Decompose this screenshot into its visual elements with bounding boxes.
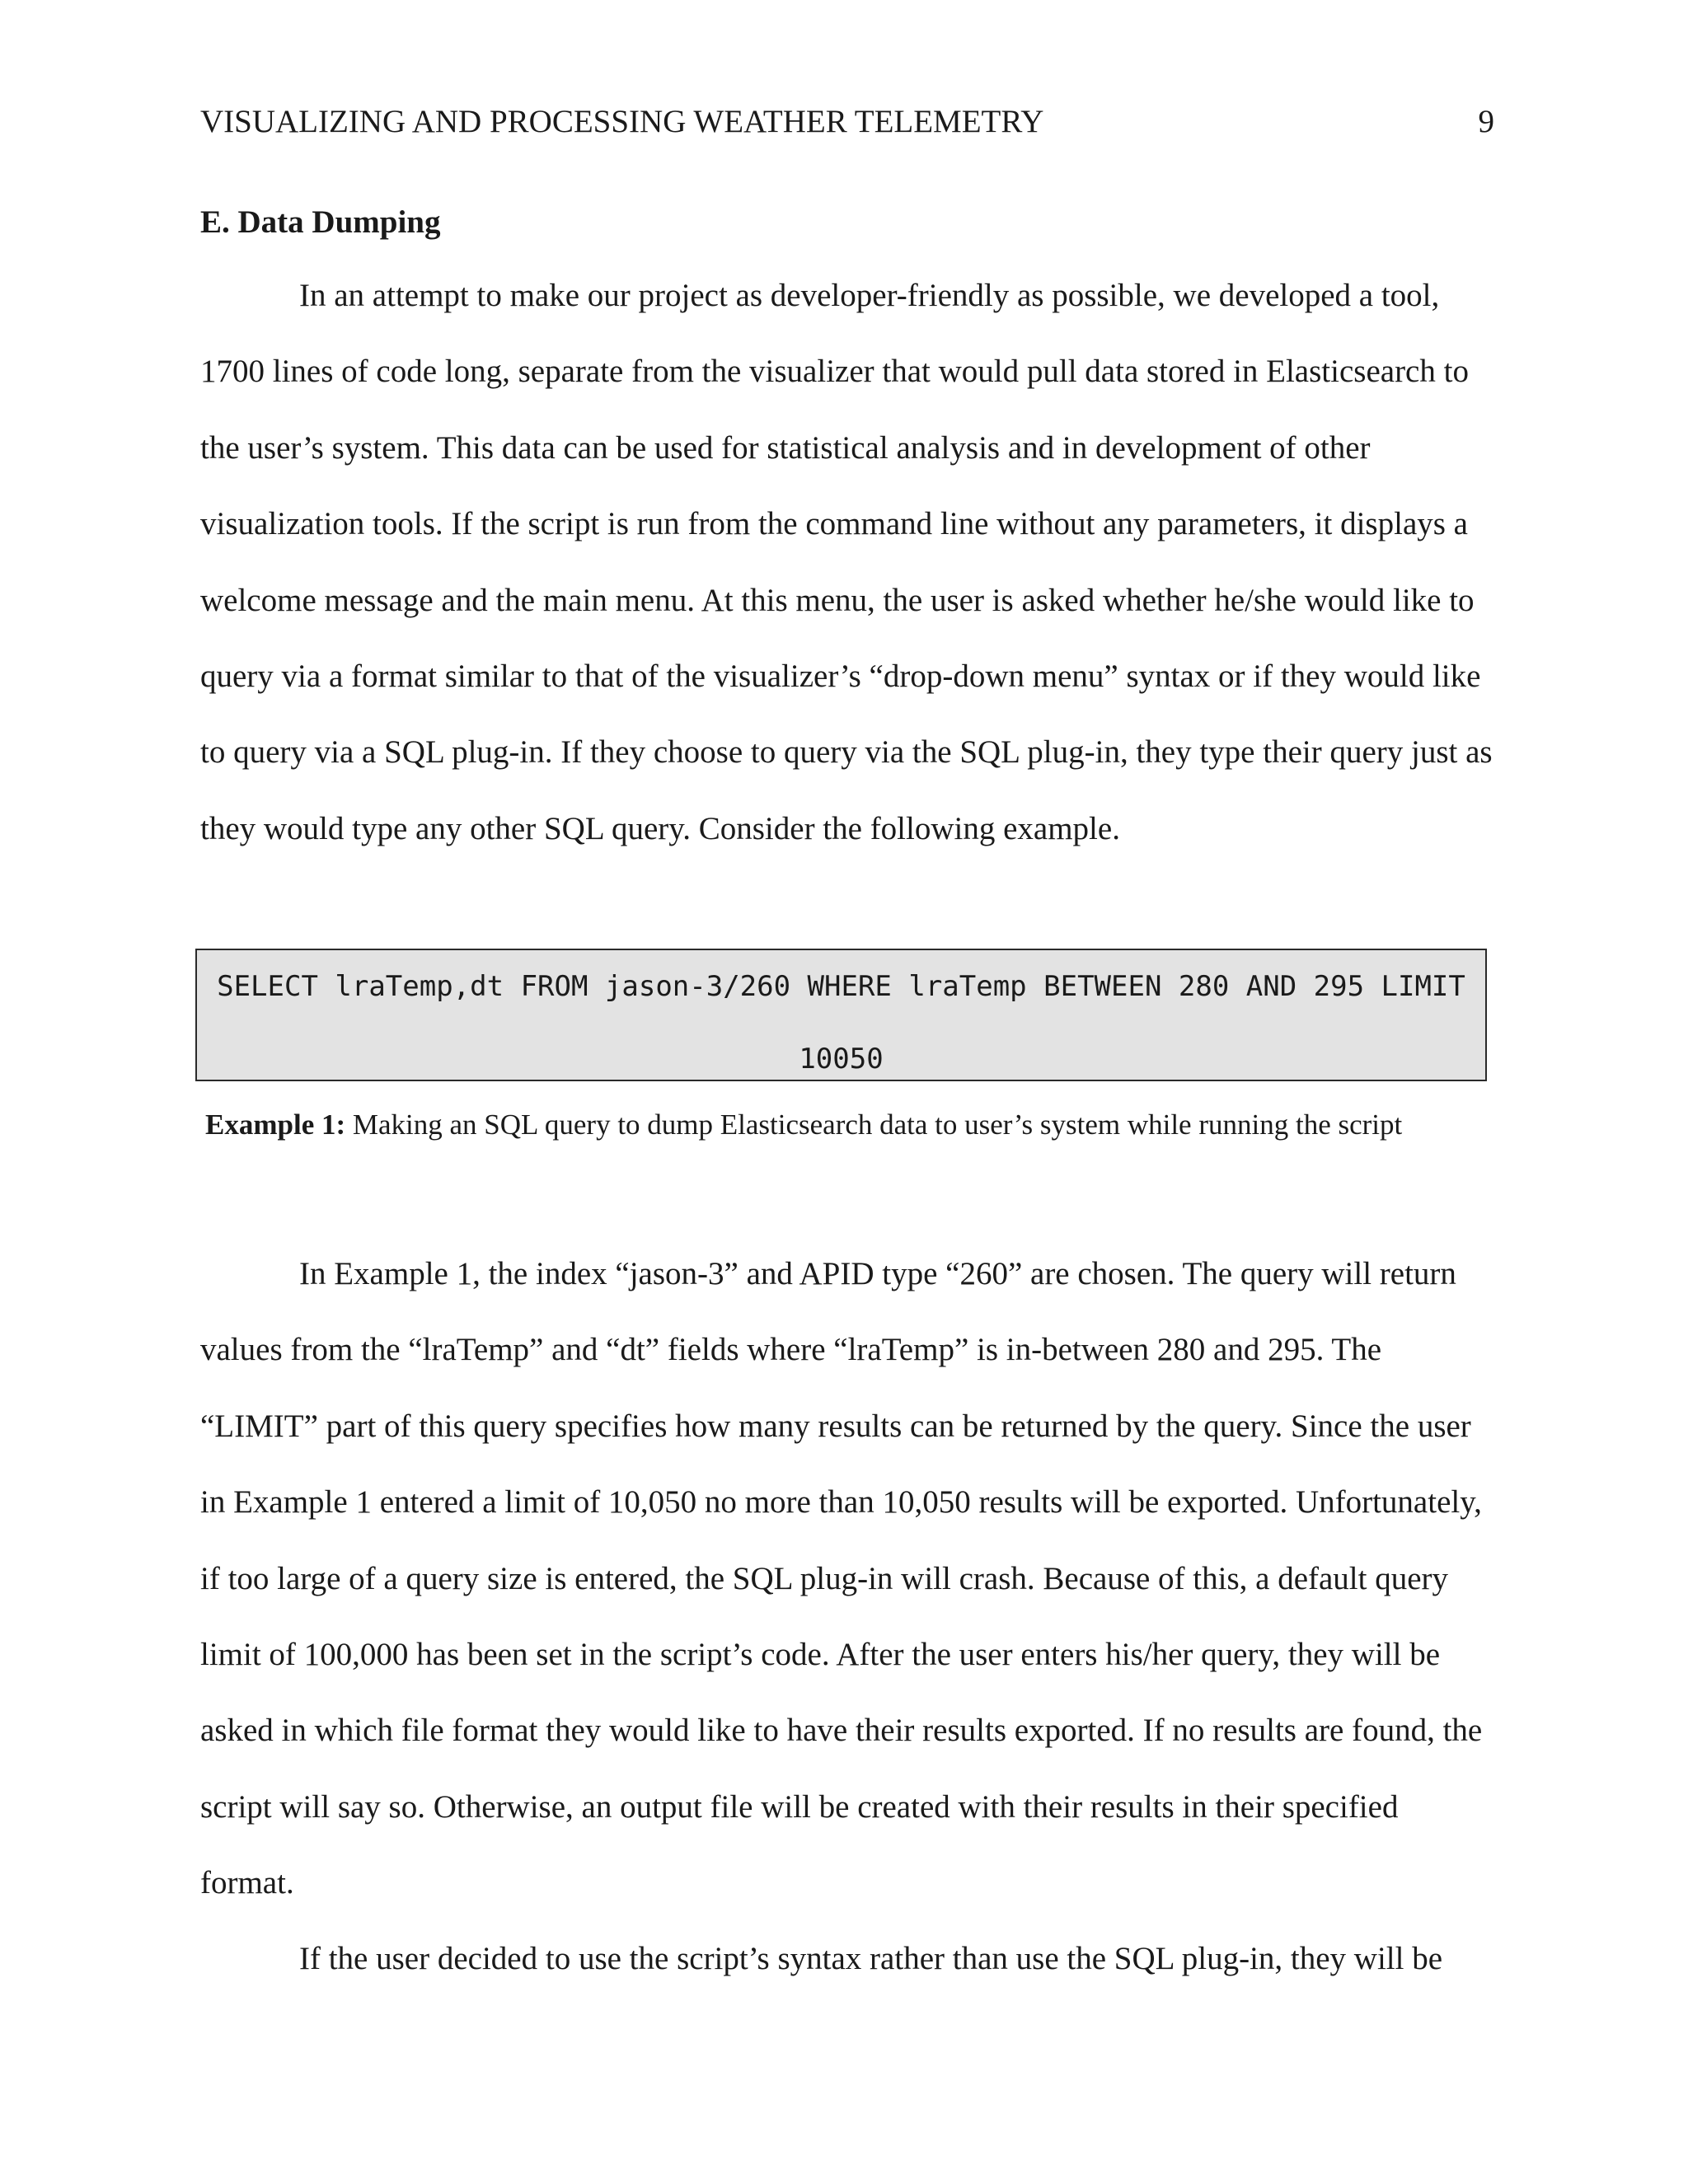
section-heading: E. Data Dumping bbox=[200, 204, 441, 240]
running-title: VISUALIZING AND PROCESSING WEATHER TELEMETRY bbox=[200, 104, 1044, 139]
running-head bbox=[200, 97, 1494, 147]
example-caption-text: Making an SQL query to dump Elasticsearch data to user’s system while running the script bbox=[345, 1108, 1403, 1141]
body-paragraph-explanation: In Example 1, the index “jason-3” and APID type “260” are chosen. The query will return values from the “lraTemp” and “dt” fields where “lraTemp” is in-between 280 and 295. The “LIMIT” part of this query specifies how many results can be returned by the query. Since the user in Example 1 entered a limit of 10,050 no more than 10,050 results will be exported. Unfortunately, if too large of a query size is entered, the SQL plug-in will crash. Because of this, a default query limit of 100,000 has been set in the script’s code. After the user enters his/her query, they will be asked in which file format they would like to have their results exported. If no results are found, the script will say so. Otherwise, an output file will be created with their results in their specified format. bbox=[200, 1256, 1483, 1901]
example-caption-label: Example 1: bbox=[205, 1108, 346, 1141]
page-number: 9 bbox=[1478, 104, 1494, 139]
body-paragraph-intro: In an attempt to make our project as developer-friendly as possible, we developed a tool, 1700 lines of code long, separate from the visualizer that would pull data stored in Elasticsearch to the user’s system. This data can be used for statistical analysis and in development of other visualization tools. If the script is run from the command line without any parameters, it displays a welcome message and the main menu. At this menu, the user is asked whether he/she would like to query via a format similar to that of the visualizer’s “drop-down menu” syntax or if they would like to query via a SQL plug-in. If they choose to query via the SQL plug-in, they type their query just as they would type any other SQL query. Consider the following example. bbox=[200, 278, 1493, 846]
sql-example-code-block: SELECT lraTemp,dt FROM jason-3/260 WHERE lraTemp BETWEEN 280 AND 295 LIMIT 10050 bbox=[195, 949, 1487, 1081]
example-caption bbox=[205, 1104, 1491, 1146]
body-paragraph-continuation: If the user decided to use the script’s syntax rather than use the SQL plug-in, they will be bbox=[299, 1941, 1443, 1976]
